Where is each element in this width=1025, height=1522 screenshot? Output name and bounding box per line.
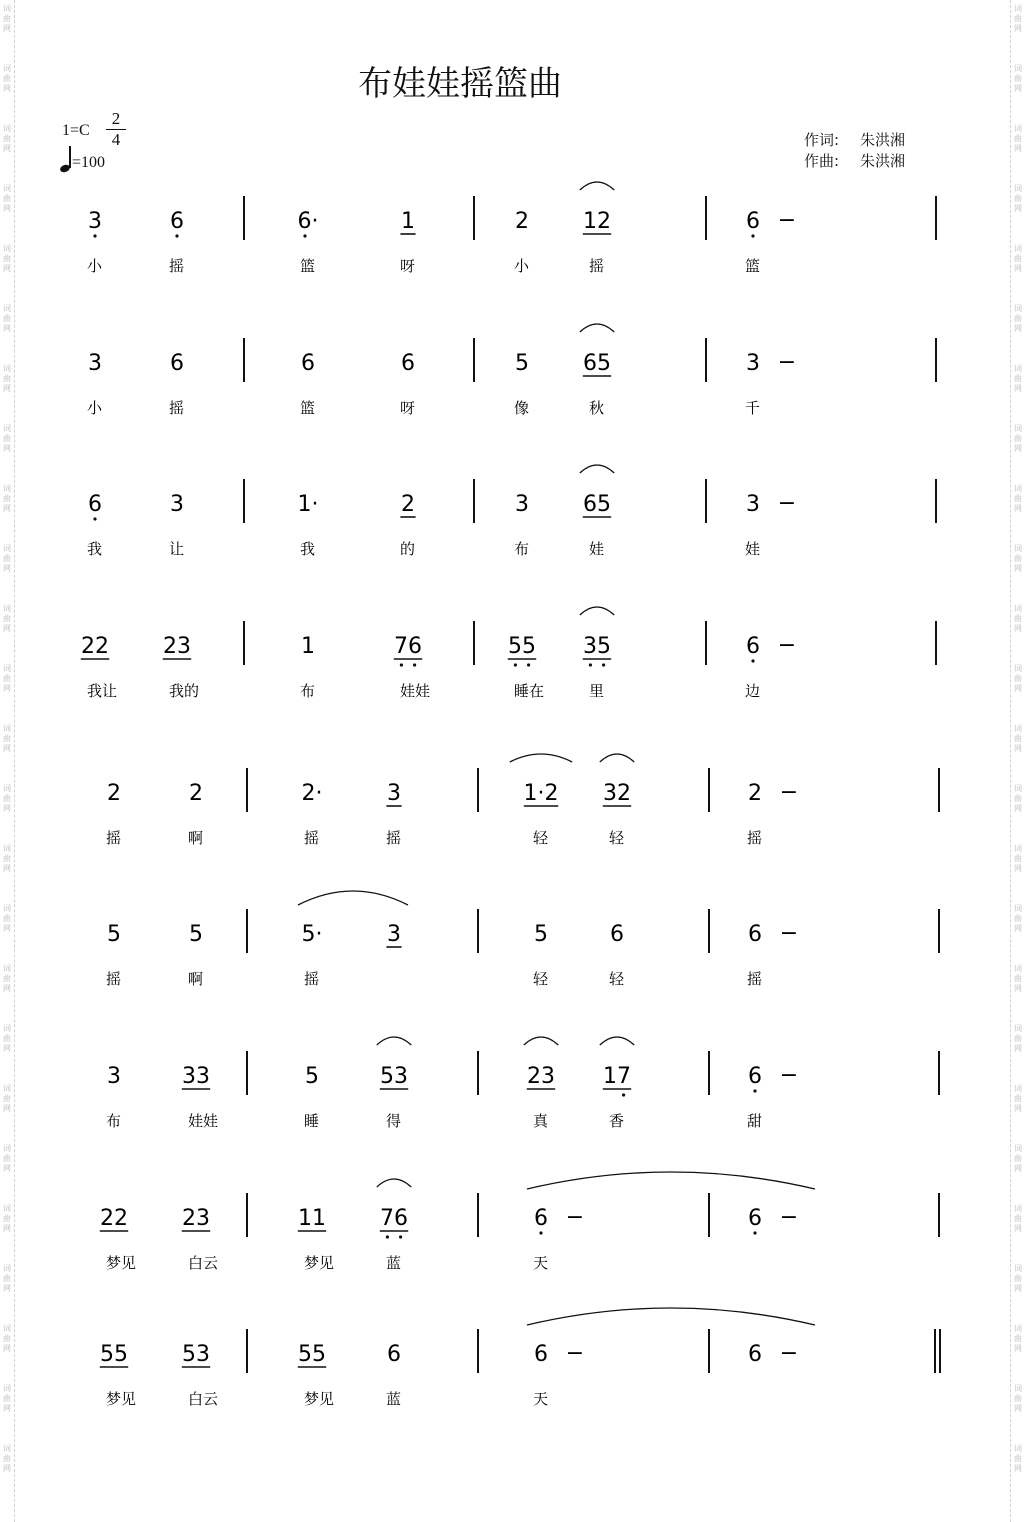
watermark-text: 词 曲 网 [1014,4,1022,33]
note: 6 [170,209,184,234]
watermark-text: 词 曲 网 [1014,184,1022,213]
note: 5 [305,1064,319,1089]
note: 2 [748,781,762,806]
low-octave-dot [514,663,517,666]
sustain-dash: − [565,1205,585,1230]
lyric: 娃 [745,540,761,558]
note: 1·2 [523,781,559,806]
slur-arc [527,1308,815,1325]
watermark-text: 词 曲 网 [3,1204,11,1233]
lyric: 梦见 [106,1390,137,1408]
sustain-dash: − [777,350,797,375]
lyric: 我的 [169,682,200,700]
lyric: 娃娃 [188,1112,219,1130]
low-octave-dot [602,663,605,666]
watermark-text: 词 曲 网 [1014,1024,1022,1053]
watermark-text: 词 曲 网 [1014,1144,1022,1173]
time-signature-bottom: 4 [111,130,121,149]
lyric: 娃 [589,540,605,558]
tie-arc [600,1037,634,1045]
note: 2 [107,781,121,806]
note: 5 [534,922,548,947]
note: 6 [748,1206,762,1231]
lyric: 天 [533,1390,549,1408]
watermark-text: 词 曲 网 [1014,724,1022,753]
note: 3 [88,351,102,376]
composer-name: 朱洪湘 [860,152,906,170]
note: 6 [748,922,762,947]
lyric: 小 [514,257,530,275]
note: 1· [297,492,319,517]
note: 5· [301,922,323,947]
lyric: 篮 [745,257,761,275]
lyric: 小 [87,399,103,417]
note: 2· [301,781,323,806]
note: 6 [748,1064,762,1089]
note: 6 [746,209,760,234]
lyric: 摇 [106,829,122,847]
watermark-text: 词 曲 网 [1014,304,1022,333]
note: 6 [534,1342,548,1367]
note: 65 [583,492,611,517]
tie-arc [524,1037,558,1045]
low-octave-dot [527,663,530,666]
lyric: 摇 [106,970,122,988]
tie-arc [377,1179,411,1187]
lyric: 边 [745,682,761,700]
note: 55 [100,1342,128,1367]
low-octave-dot [753,1231,756,1234]
time-signature-top: 2 [111,109,121,128]
lyric: 轻 [609,829,625,847]
tie-arc [580,182,614,190]
lyric: 摇 [169,257,185,275]
note: 33 [182,1064,210,1089]
note: 6 [170,351,184,376]
tie-arc [377,1037,411,1045]
low-octave-dot [753,1089,756,1092]
note: 12 [583,209,611,234]
note: 5 [107,922,121,947]
low-octave-dot [589,663,592,666]
watermark-text: 词 曲 网 [1014,1264,1022,1293]
note: 65 [583,351,611,376]
watermark-text: 词 曲 网 [3,1084,11,1113]
lyric: 呀 [400,399,416,417]
watermark-text: 词 曲 网 [3,964,11,993]
note: 3 [746,351,760,376]
low-octave-dot [399,1235,402,1238]
watermark-text: 词 曲 网 [3,4,11,33]
watermark-text: 词 曲 网 [1014,424,1022,453]
lyric: 布 [300,682,316,700]
note: 53 [380,1064,408,1089]
note: 32 [603,781,631,806]
low-octave-dot [751,659,754,662]
lyric: 千 [745,399,761,417]
note: 22 [100,1206,128,1231]
lyricist-label: 作词: [804,131,840,149]
low-octave-dot [386,1235,389,1238]
lyric: 呀 [400,257,416,275]
lyric: 啊 [188,829,204,847]
composer-label: 作曲: [804,152,840,170]
lyric: 梦见 [304,1254,335,1272]
lyric: 梦见 [304,1390,335,1408]
watermark-text: 词 曲 网 [3,544,11,573]
lyric: 布 [514,540,530,558]
note: 76 [394,634,422,659]
lyric: 睡 [304,1112,320,1130]
note: 6 [534,1206,548,1231]
sustain-dash: − [777,208,797,233]
lyric: 摇 [304,970,320,988]
watermark-text: 词 曲 网 [3,784,11,813]
lyric: 摇 [304,829,320,847]
watermark-text: 词 曲 网 [3,124,11,153]
note: 6 [387,1342,401,1367]
tie-arc [600,754,634,762]
note: 55 [508,634,536,659]
slur-arc [527,1172,815,1189]
lyric: 香 [609,1112,625,1130]
lyric: 天 [533,1254,549,1272]
watermark-text: 词 曲 网 [3,1324,11,1353]
watermark-text: 词 曲 网 [1014,604,1022,633]
low-octave-dot [751,234,754,237]
watermark-text: 词 曲 网 [3,664,11,693]
note: 6 [301,351,315,376]
low-octave-dot [93,517,96,520]
watermark-text: 词 曲 网 [1014,1444,1022,1473]
note: 6 [748,1342,762,1367]
note: 5 [189,922,203,947]
watermark-text: 词 曲 网 [3,724,11,753]
lyric: 得 [386,1112,402,1130]
tie-arc [580,607,614,615]
lyric: 睡在 [514,682,545,700]
low-octave-dot [93,234,96,237]
note: 2 [401,492,415,517]
low-octave-dot [413,663,416,666]
note: 3 [170,492,184,517]
watermark-text: 词 曲 网 [3,484,11,513]
lyric: 轻 [609,970,625,988]
note: 6 [401,351,415,376]
note: 3 [88,209,102,234]
watermark-text: 词 曲 网 [3,64,11,93]
lyric: 白云 [188,1390,219,1408]
note: 22 [81,634,109,659]
lyric: 摇 [589,257,605,275]
watermark-text: 词 曲 网 [1014,664,1022,693]
lyric: 蓝 [386,1254,402,1272]
watermark-text: 词 曲 网 [3,1024,11,1053]
lyric: 摇 [747,829,763,847]
low-octave-dot [539,1231,542,1234]
note: 1 [301,634,315,659]
watermark-text: 词 曲 网 [1014,544,1022,573]
watermark-text: 词 曲 网 [1014,904,1022,933]
watermark-text: 词 曲 网 [1014,1324,1022,1353]
tie-arc [580,465,614,473]
sustain-dash: − [779,921,799,946]
lyric: 篮 [300,257,316,275]
note: 2 [515,209,529,234]
note: 55 [298,1342,326,1367]
lyric: 里 [589,682,605,700]
note: 5 [515,351,529,376]
lyric: 梦见 [106,1254,137,1272]
low-octave-dot [175,234,178,237]
watermark-text: 词 曲 网 [1014,64,1022,93]
note: 3 [387,781,401,806]
sustain-dash: − [779,1063,799,1088]
note: 11 [298,1206,326,1231]
watermark-text: 词 曲 网 [3,1444,11,1473]
note: 17 [603,1064,631,1089]
lyric: 摇 [386,829,402,847]
low-octave-dot [303,234,306,237]
note: 6· [297,209,319,234]
lyricist-name: 朱洪湘 [860,131,906,149]
lyric: 娃娃 [400,682,431,700]
watermark-text: 词 曲 网 [1014,1084,1022,1113]
sustain-dash: − [779,780,799,805]
watermark-text: 词 曲 网 [1014,1204,1022,1233]
note: 6 [88,492,102,517]
lyric: 摇 [747,970,763,988]
key-signature: 1=C [62,122,90,139]
note: 6 [610,922,624,947]
lyric: 我 [87,540,103,558]
tie-arc [580,324,614,332]
note: 23 [182,1206,210,1231]
note: 3 [515,492,529,517]
lyric: 蓝 [386,1390,402,1408]
lyric: 我让 [87,682,118,700]
song-title: 布娃娃摇篮曲 [358,64,562,104]
lyric: 轻 [533,829,549,847]
watermark-text: 词 曲 网 [3,904,11,933]
lyric: 像 [514,399,530,417]
lyric: 啊 [188,970,204,988]
lyric: 秋 [589,399,605,417]
watermark-text: 词 曲 网 [3,604,11,633]
lyric: 让 [169,540,185,558]
lyric: 白云 [188,1254,219,1272]
watermark-text: 词 曲 网 [3,1384,11,1413]
watermark-text: 词 曲 网 [1014,244,1022,273]
sustain-dash: − [779,1205,799,1230]
watermark-text: 词 曲 网 [1014,484,1022,513]
note: 1 [401,209,415,234]
lyric: 小 [87,257,103,275]
lyric: 甜 [747,1112,763,1130]
lyric: 轻 [533,970,549,988]
watermark-text: 词 曲 网 [3,244,11,273]
watermark-text: 词 曲 网 [3,304,11,333]
note: 76 [380,1206,408,1231]
watermark-text: 词 曲 网 [3,184,11,213]
lyric: 的 [400,540,416,558]
lyric: 篮 [300,399,316,417]
watermark-text: 词 曲 网 [3,424,11,453]
tempo-value: =100 [72,154,106,171]
lyric: 我 [300,540,316,558]
low-octave-dot [622,1093,625,1096]
sustain-dash: − [777,633,797,658]
note: 23 [163,634,191,659]
lyric: 摇 [169,399,185,417]
note: 3 [387,922,401,947]
watermark-text: 词 曲 网 [1014,1384,1022,1413]
lyric: 真 [533,1112,549,1130]
note: 23 [527,1064,555,1089]
watermark-text: 词 曲 网 [1014,844,1022,873]
note: 35 [583,634,611,659]
watermark-text: 词 曲 网 [1014,124,1022,153]
low-octave-dot [400,663,403,666]
note: 6 [746,634,760,659]
note: 2 [189,781,203,806]
tie-arc [510,754,572,762]
watermark-text: 词 曲 网 [3,1264,11,1293]
slur-arc [298,891,408,905]
sustain-dash: − [779,1341,799,1366]
watermark-text: 词 曲 网 [1014,964,1022,993]
sustain-dash: − [565,1341,585,1366]
note: 3 [746,492,760,517]
sustain-dash: − [777,491,797,516]
watermark-text: 词 曲 网 [3,364,11,393]
watermark-text: 词 曲 网 [3,844,11,873]
note: 3 [107,1064,121,1089]
note: 53 [182,1342,210,1367]
watermark-text: 词 曲 网 [3,1144,11,1173]
lyric: 布 [106,1112,122,1130]
watermark-text: 词 曲 网 [1014,784,1022,813]
watermark-text: 词 曲 网 [1014,364,1022,393]
